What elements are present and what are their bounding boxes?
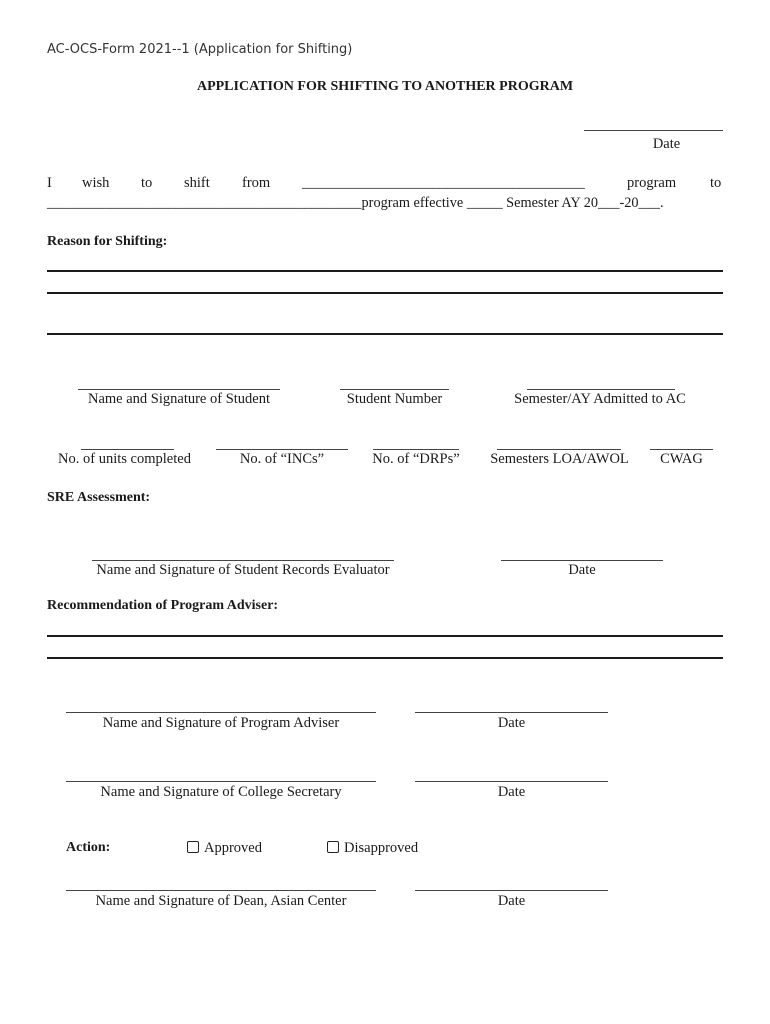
semester-admitted-label: Semester/AY Admitted to AC xyxy=(514,391,686,407)
adviser-date-label: Date xyxy=(497,715,526,731)
statement-word: I xyxy=(47,175,52,191)
units-completed-label: No. of units completed xyxy=(58,451,191,467)
dean-date-line[interactable] xyxy=(415,890,608,891)
student-number-label: Student Number xyxy=(346,391,443,407)
statement-word: to xyxy=(141,175,153,191)
sre-label: SRE Assessment: xyxy=(47,490,151,505)
approved-label: Approved xyxy=(204,840,262,856)
page-title: APPLICATION FOR SHIFTING TO ANOTHER PROGRAM xyxy=(196,79,574,94)
approved-checkbox[interactable] xyxy=(187,841,199,853)
form-id: AC-OCS-Form 2021--1 (Application for Shifting) xyxy=(47,42,353,57)
statement-word: program xyxy=(627,175,677,191)
secretary-date-line[interactable] xyxy=(415,781,608,782)
disapproved-checkbox[interactable] xyxy=(327,841,339,853)
sre-date-label: Date xyxy=(568,562,596,578)
drps-line[interactable] xyxy=(373,449,459,450)
secretary-signature-label: Name and Signature of College Secretary xyxy=(100,784,342,800)
evaluator-signature-label: Name and Signature of Student Records Evaluator xyxy=(96,562,390,578)
student-signature-label: Name and Signature of Student xyxy=(87,391,270,407)
units-completed-line[interactable] xyxy=(81,449,174,450)
reason-line[interactable] xyxy=(47,270,723,272)
dean-date-label: Date xyxy=(497,893,526,909)
approved-option[interactable] xyxy=(187,840,262,857)
date-line[interactable] xyxy=(584,130,723,131)
dean-signature-line[interactable] xyxy=(66,890,376,891)
sre-date-line[interactable] xyxy=(501,560,663,561)
statement-word: wish xyxy=(82,175,110,191)
statement-line-2[interactable]: ____________________________________________program effective _____ Semester AY 20___-20___. xyxy=(47,195,664,211)
recommendation-line[interactable] xyxy=(47,657,723,659)
statement-word: shift xyxy=(184,175,210,191)
cwag-label: CWAG xyxy=(660,451,703,467)
cwag-line[interactable] xyxy=(650,449,713,450)
disapproved-option[interactable] xyxy=(327,840,418,857)
secretary-date-label: Date xyxy=(497,784,526,800)
reason-line[interactable] xyxy=(47,333,723,335)
semester-admitted-line[interactable] xyxy=(527,389,675,390)
recommendation-label: Recommendation of Program Adviser: xyxy=(47,598,279,613)
adviser-signature-line[interactable] xyxy=(66,712,376,713)
student-signature-line[interactable] xyxy=(78,389,280,390)
statement-word: to xyxy=(710,175,722,191)
recommendation-line[interactable] xyxy=(47,635,723,637)
date-label: Date xyxy=(652,136,681,152)
from-program-blank[interactable]: _______________________________________ xyxy=(302,175,585,191)
disapproved-label: Disapproved xyxy=(344,840,419,856)
secretary-signature-line[interactable] xyxy=(66,781,376,782)
loa-awol-line[interactable] xyxy=(497,449,621,450)
drps-label: No. of “DRPs” xyxy=(372,451,460,467)
action-label: Action: xyxy=(66,840,111,855)
evaluator-signature-line[interactable] xyxy=(92,560,394,561)
incs-label: No. of “INCs” xyxy=(239,451,325,467)
incs-line[interactable] xyxy=(216,449,348,450)
reason-label: Reason for Shifting: xyxy=(47,234,168,249)
adviser-date-line[interactable] xyxy=(415,712,608,713)
reason-line[interactable] xyxy=(47,292,723,294)
statement-word: from xyxy=(242,175,271,191)
adviser-signature-label: Name and Signature of Program Adviser xyxy=(102,715,340,731)
loa-awol-label: Semesters LOA/AWOL xyxy=(490,451,629,467)
dean-signature-label: Name and Signature of Dean, Asian Center xyxy=(95,893,347,909)
student-number-line[interactable] xyxy=(340,389,449,390)
